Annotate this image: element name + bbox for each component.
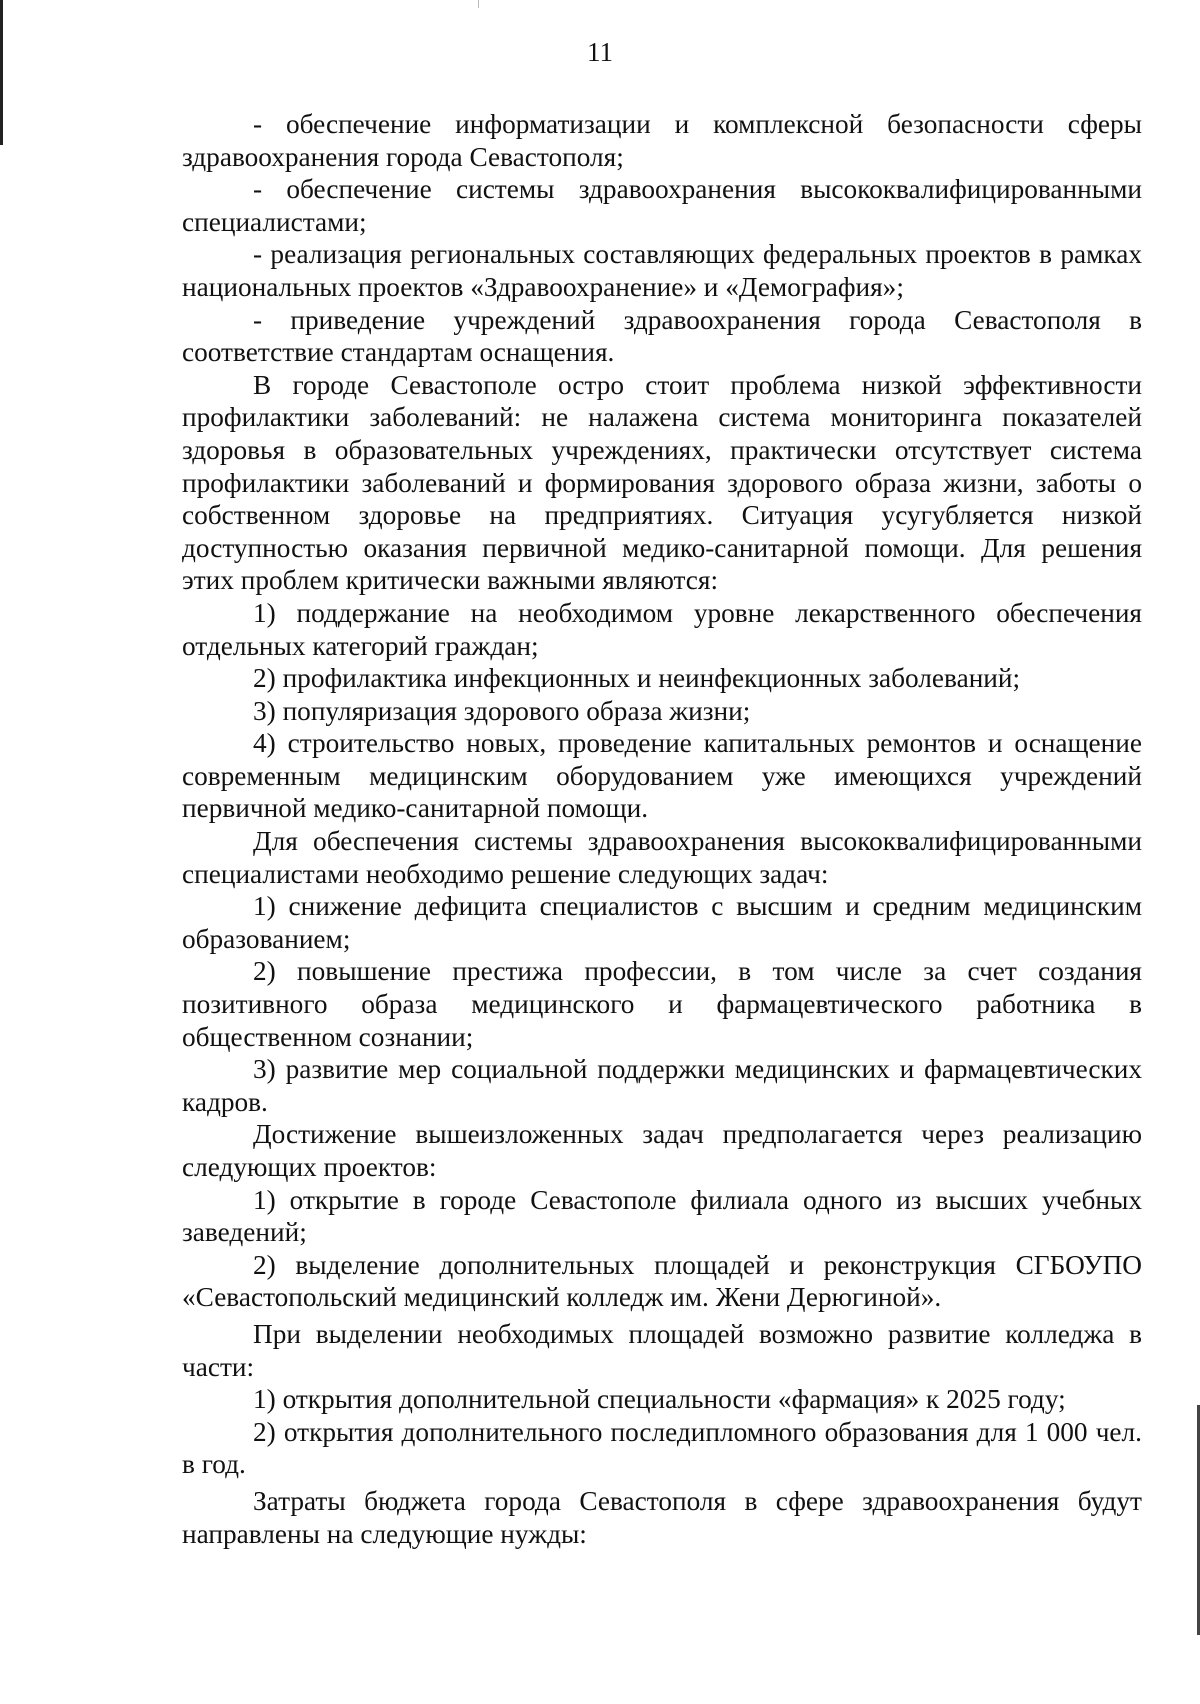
paragraph: 2) повышение престижа профессии, в том числе за счет создания позитивного образа медицинского и фармацевтического работника в общественном сознании;	[182, 956, 1142, 1052]
scan-mark	[478, 0, 479, 8]
paragraph: 3) развитие мер социальной поддержки медицинских и фармацевтических кадров.	[182, 1054, 1142, 1117]
paragraph: 1) открытие в городе Севастополе филиала одного из высших учебных заведений;	[182, 1184, 1142, 1248]
paragraph: Достижение вышеизложенных задач предполагается через реализацию следующих проектов:	[182, 1119, 1142, 1182]
paragraph: - реализация региональных составляющих федеральных проектов в рамках национальных проектов «Здравоохранение» и «Демография»;	[182, 239, 1142, 302]
paragraph: 4) строительство новых, проведение капитальных ремонтов и оснащение современным медицинским оборудованием уже имеющихся учреждений первичной медико-санитарной помощи.	[182, 728, 1142, 824]
paragraph: 1) снижение дефицита специалистов с высшим и средним медицинским образованием;	[182, 891, 1142, 954]
paragraph: При выделении необходимых площадей возможно развитие колледжа в части:	[182, 1318, 1142, 1382]
paragraph: - приведение учреждений здравоохранения города Севастополя в соответствие стандартам оснащения.	[182, 304, 1142, 368]
paragraph: 1) открытия дополнительной специальности «фармация» к 2025 году;	[253, 1384, 1066, 1415]
scan-edge-left	[0, 0, 3, 145]
document-body	[182, 108, 1142, 1550]
paragraph: 2) выделение дополнительных площадей и реконструкция СГБОУПО «Севастопольский медицинский колледж им. Жени Дерюгиной».	[182, 1249, 1142, 1313]
paragraph: - обеспечение информатизации и комплексной безопасности сферы здравоохранения города Севастополя;	[182, 109, 1142, 172]
paragraph: 2) открытия дополнительного последипломного образования для 1 000 чел. в год.	[182, 1416, 1142, 1480]
paragraph: Затраты бюджета города Севастополя в сфере здравоохранения будут направлены на следующие нужды:	[182, 1485, 1142, 1549]
paragraph: - обеспечение системы здравоохранения высококвалифицированными специалистами;	[182, 174, 1142, 237]
paragraph: 3) популяризация здорового образа жизни;	[253, 695, 751, 726]
paragraph: 2) профилактика инфекционных и неинфекционных заболеваний;	[253, 663, 1021, 694]
paragraph: В городе Севастополе остро стоит проблема низкой эффективности профилактики заболеваний: не налажена система мониторинга показателей здоровья в образовательных учреждениях, практически отсутствует система профилактики заболеваний и формирования здорового образа жизни, заботы о собственном здоровье на предприятиях. Ситуация усугубляется низкой доступностью оказания первичной медико-санитарной помощи. Для решения этих проблем критически важными являются:	[182, 369, 1142, 596]
page-number: 11	[587, 37, 613, 67]
paragraph: Для обеспечения системы здравоохранения высококвалифицированными специалистами необходимо решение следующих задач:	[182, 826, 1142, 889]
paragraph: 1) поддержание на необходимом уровне лекарственного обеспечения отдельных категорий граждан;	[182, 597, 1142, 661]
